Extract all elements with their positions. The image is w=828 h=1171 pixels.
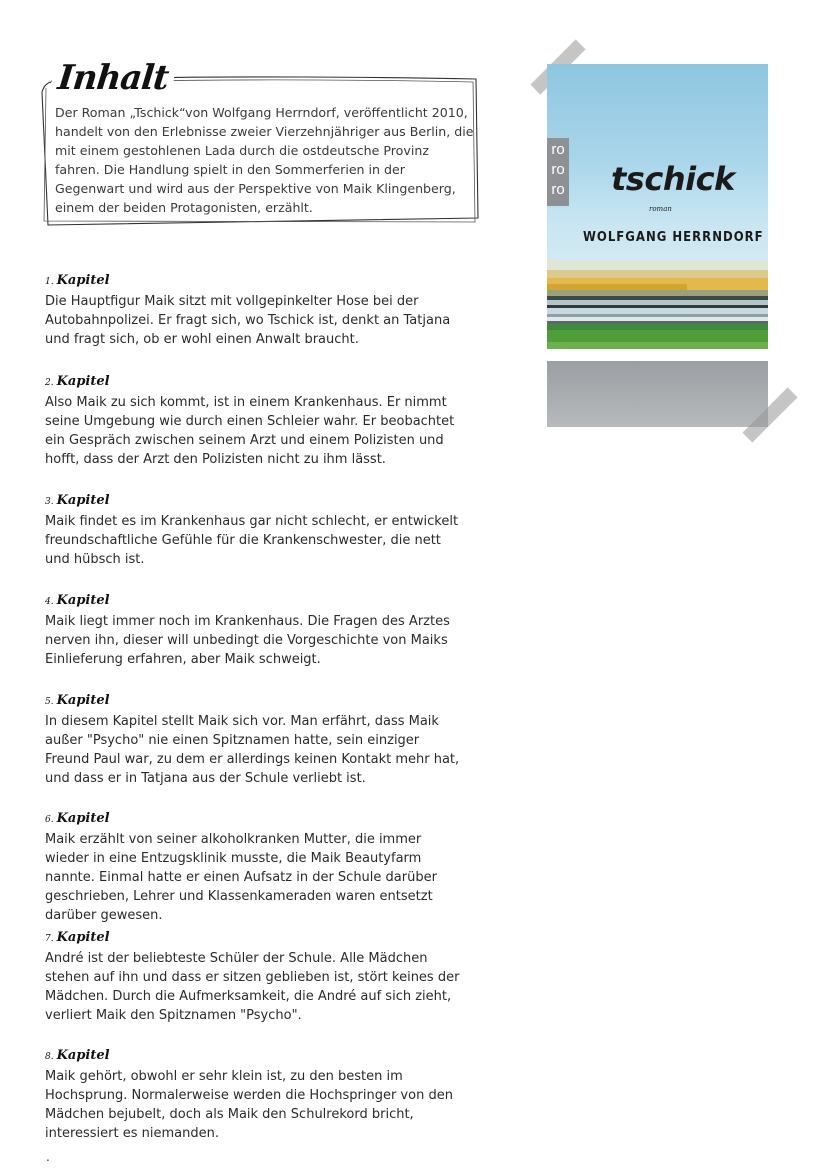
chapter-text: André ist der beliebteste Schüler der Schule. Alle Mädchen stehen auf ihn und dass er sitzen geblieben ist, stört keines der Mädchen. Durch die Aufmerksamkeit, die André auf sich zieht, verliert Maik den Spitznamen "Psycho". <box>45 951 460 1023</box>
summary-heading: Inhalt <box>50 58 176 98</box>
publisher-line: ro <box>551 181 565 198</box>
chapter-label: Kapitel <box>56 273 110 288</box>
chapter-item <box>45 1047 465 1143</box>
cover-title: tschick <box>611 160 735 198</box>
trailing-mark: . <box>46 1150 50 1164</box>
chapter-text: Die Hauptfigur Maik sitzt mit vollgepinkelter Hose bei der Autobahnpolizei. Er fragt sich, wo Tschick ist, denkt an Tatjana und fragt sich, ob er wohl einen Anwalt braucht. <box>45 294 451 347</box>
cover-author: WOLFGANG HERRNDORF <box>583 230 764 245</box>
chapter-number: 7. <box>45 934 54 944</box>
chapter-label: Kapitel <box>56 374 110 389</box>
chapter-heading <box>45 373 465 393</box>
chapter-heading <box>45 1047 465 1067</box>
chapter-text: In diesem Kapitel stellt Maik sich vor. Man erfährt, dass Maik außer "Psycho" nie einen Spitznamen hatte, sein einziger Freund Paul war, zu dem er allerdings keinen Kontakt mehr hat, und dass er in Tatjana aus der Schule verliebt ist. <box>45 714 460 786</box>
chapter-text: Also Maik zu sich kommt, ist in einem Krankenhaus. Er nimmt seine Umgebung wie durch einen Schleier wahr. Er beobachtet ein Gespräch zwischen seinem Arzt und einem Polizisten und hofft, dass der Arzt den Polizisten nicht zu ihm lässt. <box>45 395 455 467</box>
publisher-line: ro <box>551 141 565 158</box>
chapter-text: Maik erzählt von seiner alkoholkranken Mutter, die immer wieder in eine Entzugsklinik musste, die Maik Beautyfarm nannte. Einmal hatte er einen Aufsatz in der Schule darüber geschrieben, Lehrer und Klassenkameraden waren entsetzt darüber gewesen. <box>45 832 437 923</box>
chapter-label: Kapitel <box>56 811 110 826</box>
chapter-text: Maik findet es im Krankenhaus gar nicht schlecht, er entwickelt freundschaftliche Gefühle für die Krankenschwester, die nett und hübsch ist. <box>45 514 459 567</box>
chapter-item <box>45 492 465 569</box>
chapter-item <box>45 692 465 788</box>
chapter-label: Kapitel <box>56 493 110 508</box>
cover-subtitle: roman <box>649 205 672 213</box>
chapter-label: Kapitel <box>56 1048 110 1063</box>
chapter-heading <box>45 692 465 712</box>
chapter-number: 6. <box>45 815 54 825</box>
chapter-item <box>45 929 465 1025</box>
chapter-number: 8. <box>45 1052 54 1062</box>
chapter-text: Maik gehört, obwohl er sehr klein ist, zu den besten im Hochsprung. Normalerweise werden die Hochspringer von den Mädchen bejubelt, doch als Maik den Schulrekord bricht, interessiert es niemanden. <box>45 1069 453 1141</box>
chapter-item <box>45 592 465 669</box>
chapter-item <box>45 810 465 925</box>
publisher-logo <box>547 138 569 206</box>
summary-box <box>30 58 482 230</box>
chapter-heading <box>45 592 465 612</box>
chapter-item <box>45 373 465 469</box>
chapter-text: Maik liegt immer noch im Krankenhaus. Die Fragen des Arztes nerven ihn, dieser will unbedingt die Vorgeschichte von Maiks Einlieferung erfahren, aber Maik schweigt. <box>45 614 450 667</box>
chapter-heading <box>45 810 465 830</box>
chapter-label: Kapitel <box>56 930 110 945</box>
chapter-heading <box>45 929 465 949</box>
chapter-heading <box>45 492 465 512</box>
chapter-label: Kapitel <box>56 693 110 708</box>
cover-stripes <box>547 260 768 356</box>
chapter-heading <box>45 272 465 292</box>
chapter-number: 2. <box>45 378 54 388</box>
chapter-number: 5. <box>45 697 54 707</box>
summary-text: Der Roman „Tschick“von Wolfgang Herrndorf, veröffentlicht 2010, handelt von den Erlebnisse zweier Vierzehnjähriger aus Berlin, die mit einem gestohlenen Lada durch die ostdeutsche Provinz fahren. Die Handlung spielt in den Sommerferien in der Gegenwart und wird aus der Perspektive von Maik Klingenberg, einem der beiden Protagonisten, erzählt. <box>55 105 474 215</box>
cover-road <box>547 361 768 427</box>
chapter-label: Kapitel <box>56 593 110 608</box>
publisher-line: ro <box>551 161 565 178</box>
chapter-item <box>45 272 465 349</box>
chapter-number: 3. <box>45 497 54 507</box>
book-cover <box>547 64 768 427</box>
chapter-number: 4. <box>45 597 54 607</box>
chapter-number: 1. <box>45 277 54 287</box>
